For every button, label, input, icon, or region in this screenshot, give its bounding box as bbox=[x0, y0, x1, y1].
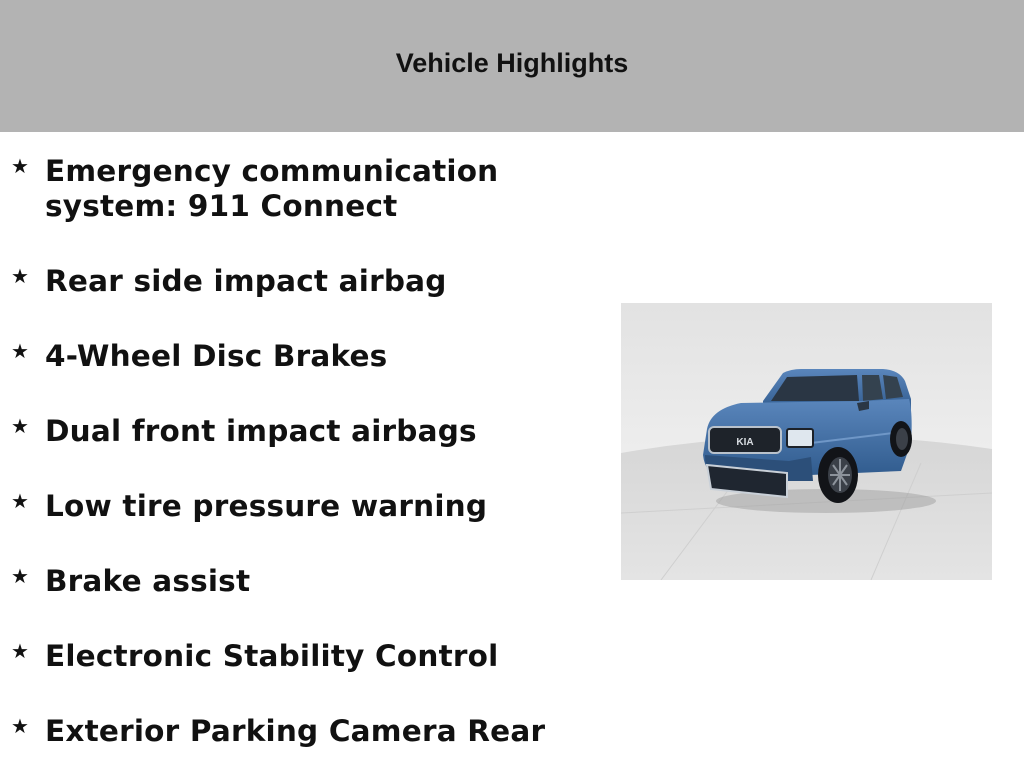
star-icon: ★ bbox=[11, 564, 29, 588]
highlight-label: 4-Wheel Disc Brakes bbox=[45, 339, 388, 373]
vehicle-photo bbox=[621, 303, 992, 580]
header-bar bbox=[0, 0, 1024, 132]
star-icon: ★ bbox=[11, 339, 29, 363]
vehicle-illustration bbox=[621, 303, 992, 580]
star-icon: ★ bbox=[11, 639, 29, 663]
highlight-label: Dual front impact airbags bbox=[45, 414, 477, 448]
highlight-label: Exterior Parking Camera Rear bbox=[45, 714, 546, 748]
star-icon: ★ bbox=[11, 264, 29, 288]
star-icon: ★ bbox=[11, 414, 29, 438]
highlight-label: Low tire pressure warning bbox=[45, 489, 488, 523]
highlight-label: Brake assist bbox=[45, 564, 251, 598]
kia-logo: KIA bbox=[736, 437, 754, 448]
star-icon: ★ bbox=[11, 714, 29, 738]
rear-wheel bbox=[890, 421, 912, 457]
star-icon: ★ bbox=[11, 489, 29, 513]
front-wheel bbox=[818, 447, 858, 503]
highlight-label: Rear side impact airbag bbox=[45, 264, 447, 298]
highlight-label: Emergency communication system: 911 Connect bbox=[45, 154, 499, 223]
star-icon: ★ bbox=[11, 154, 29, 178]
page-title: Vehicle Highlights bbox=[395, 48, 629, 78]
highlight-label: Electronic Stability Control bbox=[45, 639, 499, 673]
